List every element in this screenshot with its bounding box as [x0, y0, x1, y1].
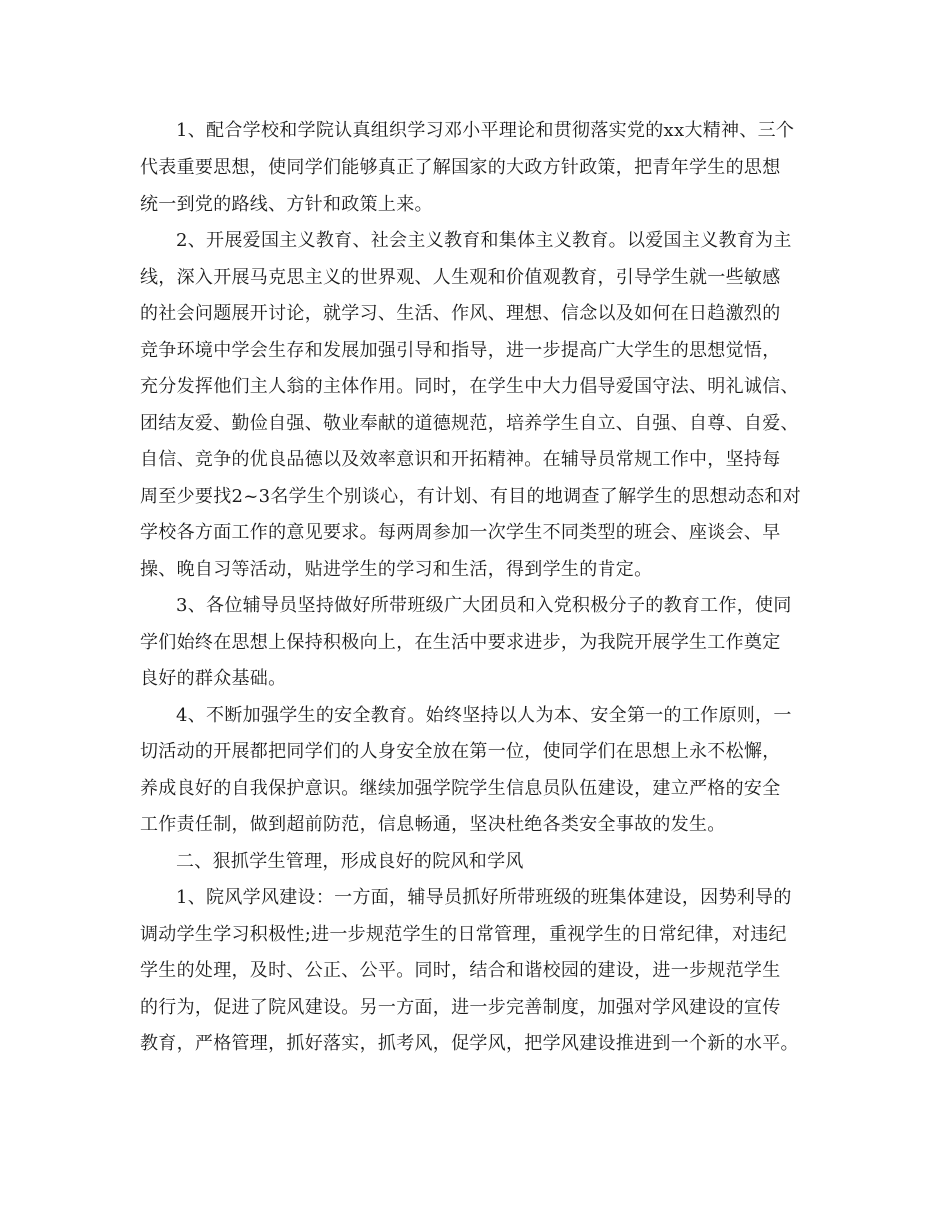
paragraph-4-line-4: 工作责任制，做到超前防范，信息畅通，坚决杜绝各类安全事故的发生。 — [140, 814, 726, 835]
paragraph-3-line-2: 学们始终在思想上保持积极向上，在生活中要求进步，为我院开展学生工作奠定 — [140, 632, 781, 653]
section-heading-2: 二、狠抓学生管理，形成良好的院风和学风 — [176, 851, 524, 872]
paragraph-3-line-3: 良好的群众基础。 — [140, 668, 287, 689]
paragraph-2-line-6: 团结友爱、勤俭自强、敬业奉献的道德规范，培养学生自立、自强、自尊、自爱、 — [140, 413, 799, 434]
paragraph-2-line-5: 充分发挥他们主人翁的主体作用。同时，在学生中大力倡导爱国守法、明礼诚信、 — [140, 376, 799, 397]
paragraph-5-line-3: 学生的处理，及时、公正、公平。同时，结合和谐校园的建设，进一步规范学生 — [140, 960, 781, 981]
paragraph-2-line-1: 2、开展爱国主义教育、社会主义教育和集体主义教育。以爱国主义教育为主 — [176, 230, 792, 251]
paragraph-2-line-3: 的社会问题展开讨论，就学习、生活、作风、理想、信念以及如何在日趋激烈的 — [140, 303, 781, 324]
paragraph-1-line-3: 统一到党的路线、方针和政策上来。 — [140, 194, 433, 215]
paragraph-2-line-10: 操、晚自习等活动，贴进学生的学习和生活，得到学生的肯定。 — [140, 559, 653, 580]
paragraph-5-line-4: 的行为，促进了院风建设。另一方面，进一步完善制度，加强对学风建设的宣传 — [140, 997, 781, 1018]
paragraph-5-line-2: 调动学生学习积极性;进一步规范学生的日常管理，重视学生的日常纪律，对违纪 — [140, 924, 787, 945]
paragraph-4-line-3: 养成良好的自我保护意识。继续加强学院学生信息员队伍建设，建立严格的安全 — [140, 778, 781, 799]
paragraph-5-line-5: 教育，严格管理，抓好落实，抓考风，促学风，把学风建设推进到一个新的水平。 — [140, 1033, 799, 1054]
paragraph-5-line-1: 1、院风学风建设：一方面，辅导员抓好所带班级的班集体建设，因势利导的 — [176, 887, 792, 908]
paragraph-2-line-2: 线，深入开展马克思主义的世界观、人生观和价值观教育，引导学生就一些敏感 — [140, 267, 781, 288]
paragraph-1-line-1: 1、配合学校和学院认真组织学习邓小平理论和贯彻落实党的xx大精神、三个 — [176, 120, 795, 141]
paragraph-2-line-7: 自信、竞争的优良品德以及效率意识和开拓精神。在辅导员常规工作中，坚持每 — [140, 449, 781, 470]
paragraph-2-line-9: 学校各方面工作的意见要求。每两周参加一次学生不同类型的班会、座谈会、早 — [140, 522, 781, 543]
paragraph-2-line-4: 竞争环境中学会生存和发展加强引导和指导，进一步提高广大学生的思想觉悟， — [140, 340, 781, 361]
paragraph-3-line-1: 3、各位辅导员坚持做好所带班级广大团员和入党积极分子的教育工作，使同 — [176, 595, 792, 616]
paragraph-4-line-2: 切活动的开展都把同学们的人身安全放在第一位，使同学们在思想上永不松懈， — [140, 741, 781, 762]
paragraph-4-line-1: 4、不断加强学生的安全教育。始终坚持以人为本、安全第一的工作原则，一 — [176, 705, 792, 726]
paragraph-2-line-8: 周至少要找2~3名学生个别谈心，有计划、有目的地调查了解学生的思想动态和对 — [140, 486, 802, 507]
paragraph-1-line-2: 代表重要思想，使同学们能够真正了解国家的大政方针政策，把青年学生的思想 — [140, 157, 781, 178]
